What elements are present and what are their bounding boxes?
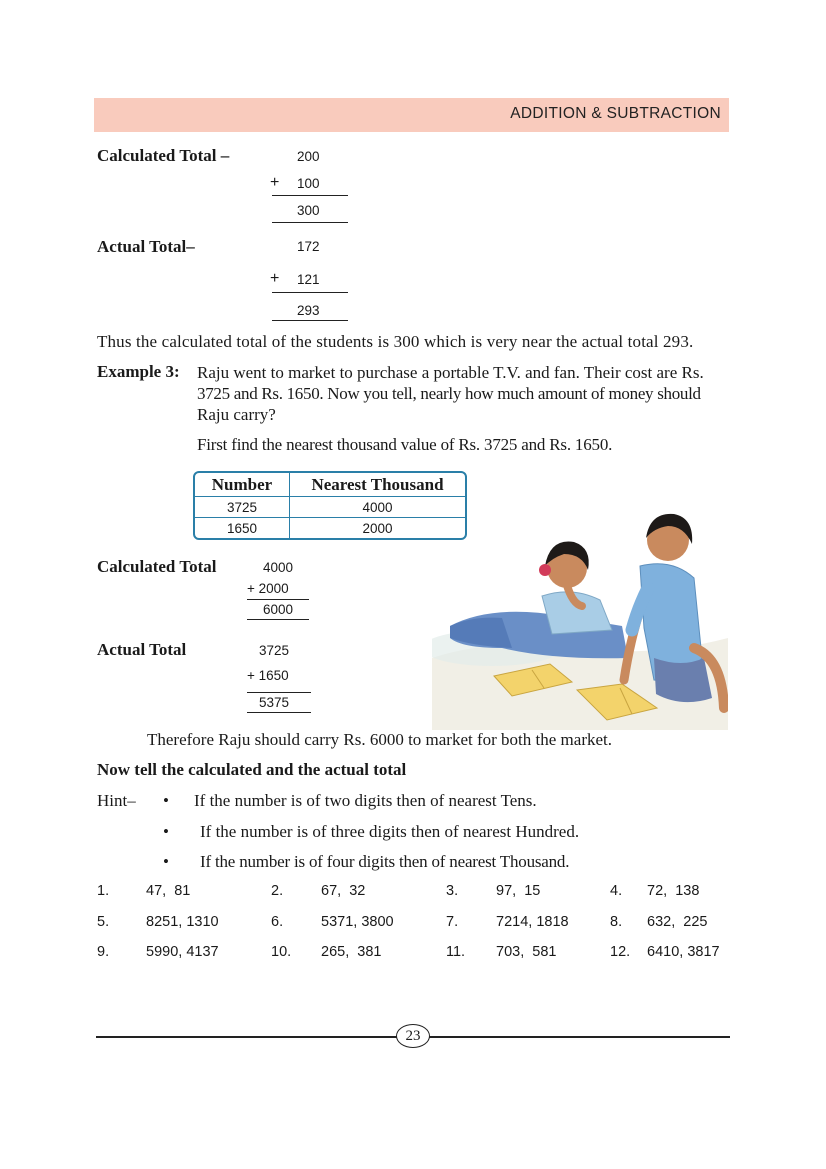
sum-rule <box>247 599 309 600</box>
page-number: 23 <box>396 1024 430 1048</box>
bullet: • <box>163 852 169 871</box>
hint-label: Hint– <box>97 791 136 810</box>
actual-total-label-2: Actual Total <box>97 640 187 659</box>
exercise-number: 2. <box>271 883 284 899</box>
example-label: Example 3: <box>97 362 180 381</box>
table-header-number: Number <box>195 473 290 497</box>
exercise-values: 67, 32 <box>321 883 366 899</box>
table-header-nearest: Nearest Thousand <box>290 473 465 497</box>
exercise-values: 97, 15 <box>496 883 541 899</box>
actual2-addend-b: + 1650 <box>247 668 289 683</box>
exercise-number: 9. <box>97 944 110 960</box>
actual-total-label-1: Actual Total– <box>97 237 195 256</box>
table-header-row <box>195 473 465 497</box>
exercise-values: 703, 581 <box>496 944 557 960</box>
sum-rule <box>247 712 311 713</box>
exercise-number: 5. <box>97 914 110 930</box>
hint-item-3: If the number is of four digits then of nearest Thousand. <box>200 852 570 871</box>
actual1-addend-a: 172 <box>297 239 320 254</box>
header-band <box>94 98 729 132</box>
nearest-thousand-table <box>193 471 467 540</box>
sum-rule <box>272 195 348 196</box>
exercise-number: 11. <box>446 944 466 960</box>
calc2-addend-a: 4000 <box>263 560 294 575</box>
calc1-addend-a: 200 <box>297 149 320 164</box>
exercise-number: 8. <box>610 914 623 930</box>
children-reading-illustration <box>432 508 728 730</box>
table-cell: 4000 <box>290 497 465 518</box>
calc2-addend-b: + 2000 <box>247 581 289 596</box>
exercise-values: 5990, 4137 <box>146 944 219 960</box>
calc2-sum: 6000 <box>263 602 294 617</box>
actual1-addend-b: 121 <box>297 272 320 287</box>
exercise-values: 7214, 1818 <box>496 914 569 930</box>
hint-item-1: If the number is of two digits then of nearest Tens. <box>194 791 537 810</box>
exercise-number: 7. <box>446 914 459 930</box>
exercise-number: 6. <box>271 914 284 930</box>
exercise-number: 3. <box>446 883 459 899</box>
exercise-values: 8251, 1310 <box>146 914 219 930</box>
conclusion-text: Therefore Raju should carry Rs. 6000 to market for both the market. <box>147 730 613 749</box>
plus-sign: + <box>270 174 280 191</box>
actual1-sum: 293 <box>297 303 320 318</box>
exercise-values: 632, 225 <box>647 914 708 930</box>
example-text-line-2: 3725 and Rs. 1650. Now you tell, nearly how much amount of money should <box>197 384 701 403</box>
sum-rule <box>272 292 348 293</box>
exercise-values: 5371, 3800 <box>321 914 394 930</box>
summary-text: Thus the calculated total of the students is 300 which is very near the actual total 293. <box>97 332 694 351</box>
calc1-addend-b: 100 <box>297 176 320 191</box>
example-text-line-3: Raju carry? <box>197 405 276 424</box>
bullet: • <box>163 791 169 810</box>
calculated-total-label-1: Calculated Total – <box>97 146 230 165</box>
actual2-sum: 5375 <box>259 695 290 710</box>
sum-rule <box>272 222 348 223</box>
exercise-values: 47, 81 <box>146 883 191 899</box>
chapter-title: ADDITION & SUBTRACTION <box>510 105 721 122</box>
actual2-addend-a: 3725 <box>259 643 290 658</box>
sum-rule <box>272 320 348 321</box>
exercise-number: 10. <box>271 944 292 960</box>
exercise-values: 6410, 3817 <box>647 944 720 960</box>
sum-rule <box>247 619 309 620</box>
calculated-total-label-2: Calculated Total <box>97 557 217 576</box>
exercise-values: 72, 138 <box>647 883 700 899</box>
table-cell: 3725 <box>195 497 290 518</box>
exercise-number: 1. <box>97 883 110 899</box>
sum-rule <box>247 692 311 693</box>
table-cell: 1650 <box>195 518 290 538</box>
calc1-sum: 300 <box>297 203 320 218</box>
exercise-number: 12. <box>610 944 631 960</box>
exercise-number: 4. <box>610 883 623 899</box>
hint-item-2: If the number is of three digits then of nearest Hundred. <box>200 822 580 841</box>
example-instruction: First find the nearest thousand value of Rs. 3725 and Rs. 1650. <box>197 435 613 454</box>
exercise-heading: Now tell the calculated and the actual total <box>97 760 407 779</box>
table-row <box>195 518 465 538</box>
table-cell: 2000 <box>362 520 393 536</box>
table-row <box>195 497 465 518</box>
example-text-line-1: Raju went to market to purchase a portable T.V. and fan. Their cost are Rs. <box>197 363 704 382</box>
bullet: • <box>163 822 169 841</box>
plus-sign: + <box>270 270 280 287</box>
exercise-values: 265, 381 <box>321 944 382 960</box>
